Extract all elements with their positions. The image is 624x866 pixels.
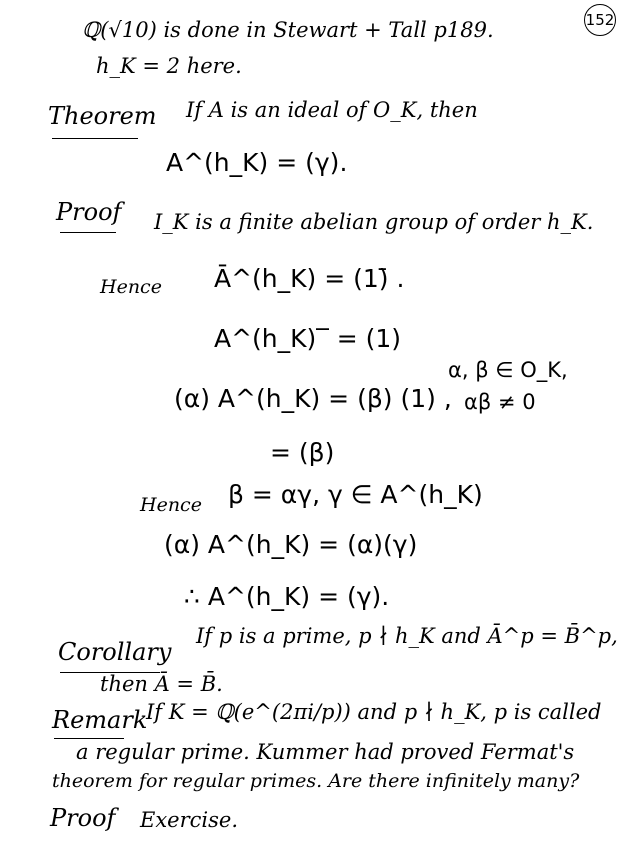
theorem-equation: A^(h_K) = (γ). [166,148,348,177]
condition-alpha-beta: α, β ∈ O_K, [448,358,568,382]
corollary-conclusion: then Ā = B̄. [100,672,223,696]
equation-equals-beta: = (β) [270,438,335,467]
theorem-heading: Theorem [48,102,157,130]
proof-statement: I_K is a finite abelian group of order h_K. [154,210,594,234]
remark-regular-prime: a regular prime. Kummer had proved Fermat's [76,740,575,764]
corollary-statement: If p is a prime, p ∤ h_K and Ā^p = B̄^p, [196,624,618,648]
hence-word-2: Hence [140,494,202,516]
proof-exercise-heading: Proof [50,804,116,832]
equation-therefore-conclusion: ∴ A^(h_K) = (γ). [184,582,390,611]
line-class-number: h_K = 2 here. [96,54,242,78]
remark-statement: If K = ℚ(e^(2πi/p)) and p ∤ h_K, p is called [146,700,602,724]
equation-a-bar-power: Ā^(h_K) = (1)̄ . [214,264,405,293]
proof-underline [60,232,116,233]
line-stewart-tall-reference: ℚ(√10) is done in Stewart + Tall p189. [82,18,494,42]
equation-beta-alpha-gamma: β = αγ, γ ∈ A^(h_K) [228,480,483,509]
remark-underline [54,738,124,739]
remark-heading: Remark [52,706,148,734]
equation-alpha-a-power: (α) A^(h_K) = (β) (1) , [174,384,452,413]
page-number-badge: 152 [584,4,616,36]
equation-a-power-bar: A^(h_K)‾ = (1) [214,324,402,353]
remark-question: theorem for regular primes. Are there infinitely many? [52,770,580,792]
condition-nonzero: αβ ≠ 0 [464,390,536,414]
proof-exercise-text: Exercise. [140,808,238,832]
equation-alpha-a-alpha-gamma: (α) A^(h_K) = (α)(γ) [164,530,418,559]
corollary-heading: Corollary [58,638,172,666]
theorem-underline [52,138,138,139]
theorem-statement: If A is an ideal of O_K, then [186,98,478,122]
proof-heading: Proof [56,198,122,226]
hence-word-1: Hence [100,276,162,298]
